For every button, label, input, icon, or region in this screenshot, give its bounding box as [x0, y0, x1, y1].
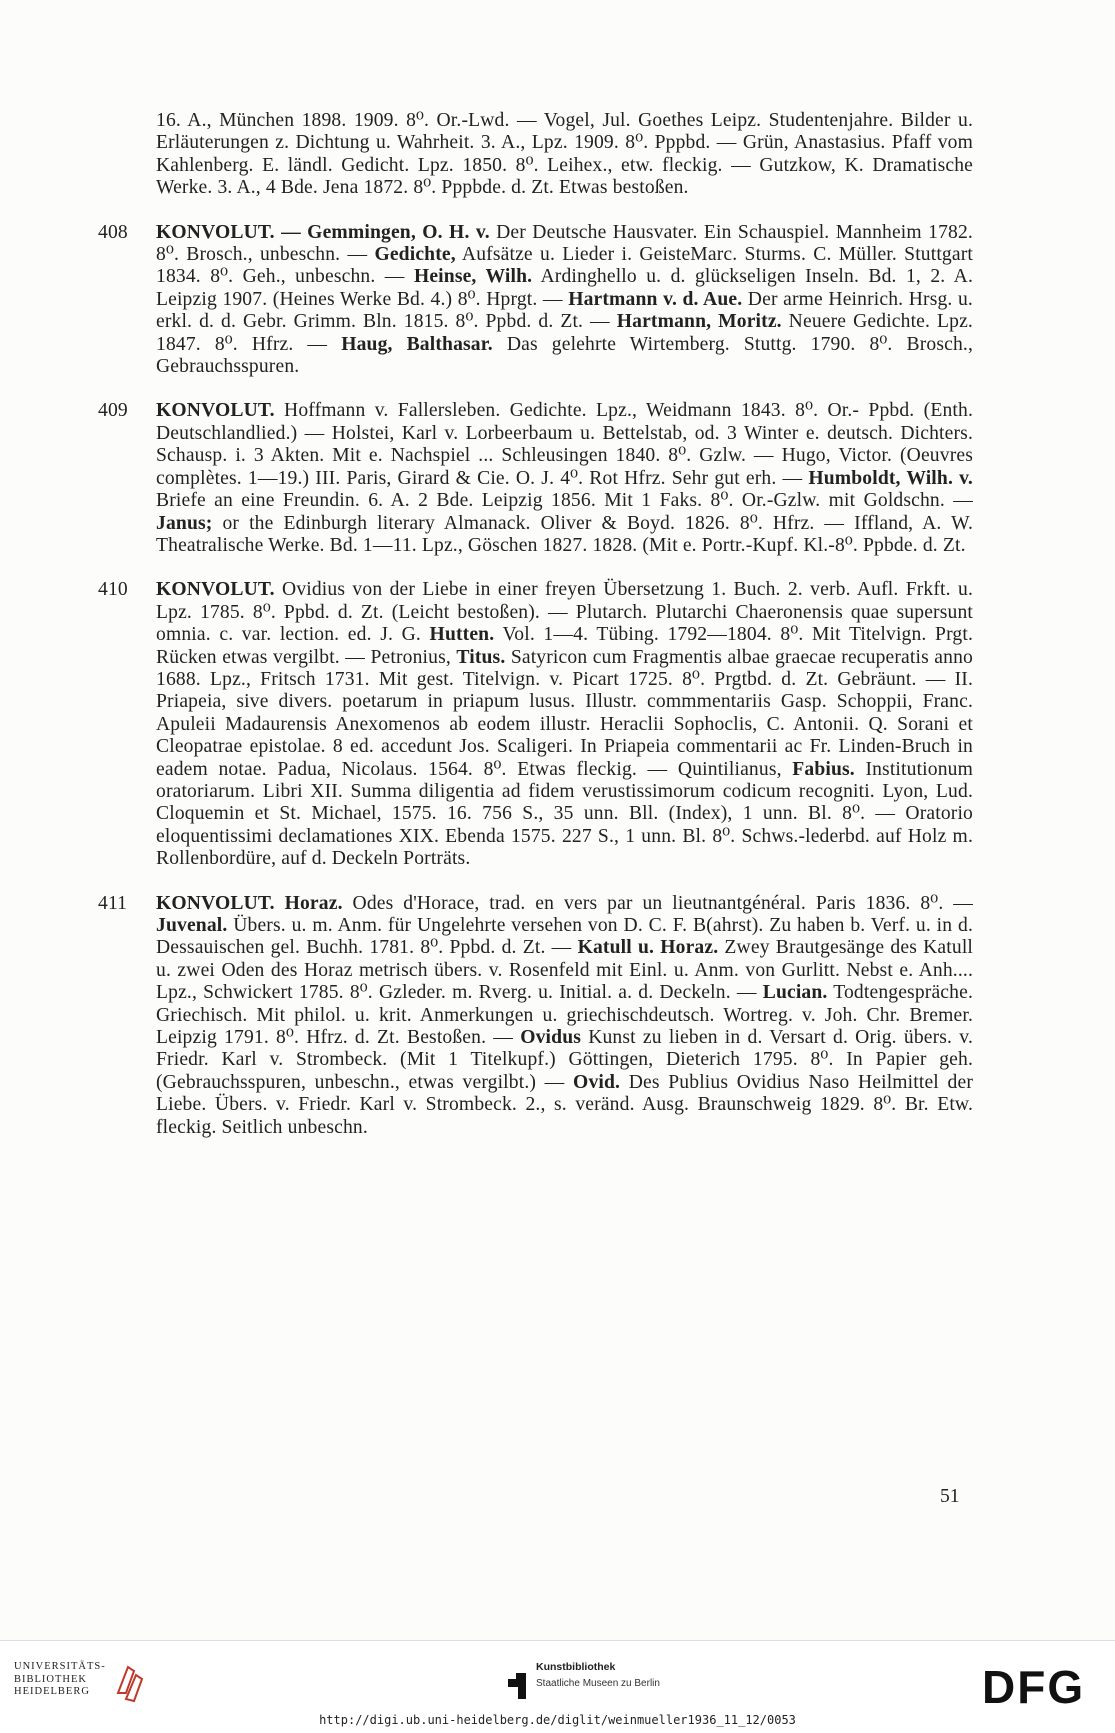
bold-heading-text: Hutten. — [429, 624, 495, 646]
kb-title: Kunstbibliothek — [536, 1661, 616, 1673]
entry-text: Institutionum oratoriarum. Libri XII. Summa diligentia ad fidem verustissimorum codicum recogniti. Lyon, Lud. Cloquemin et St. Michael, 1575. 16. 756 S., 35 unn. Bll. (Index), 1 unn. Bl. 8⁰. — Oratorio eloquentissimi declamationes XIX. Ebenda 1575. 227 S., 1 unn. Bl. 8⁰. Schws.-lederbd. auf Holz m. Rollenbordüre, auf d. Deckeln Porträts. — [156, 758, 973, 870]
bold-heading-text: Gedichte, — [374, 244, 456, 266]
permalink-url[interactable]: http://digi.ub.uni-heidelberg.de/diglit/weinmueller1936_11_12/0053 — [319, 1713, 796, 1727]
entry-text: Kunst zu lieben in d. Versart d. Orig. übers. v. Friedr. Karl v. Strombeck. (Mit 1 Titelkupf.) Göttingen, Dieterich 1795. 8⁰. In Papier geh. (Gebrauchsspuren, unbeschn., etwas vergilbt.) — — [156, 1027, 973, 1093]
entry-text: Ovidius von der Liebe in einer freyen Übersetzung 1. Buch. 2. verb. Aufl. Frkft. u. Lpz. 1785. 8⁰. Ppbd. d. Zt. (Leicht bestoßen). — Plutarch. Plutarchi Chaeronensis quae supersunt omnia. c. var. lection. ed. J. G. — [156, 579, 973, 646]
bold-heading-text: Titus. — [456, 646, 506, 668]
entry-text: Vol. 1—4. Tübing. 1792—1804. 8⁰. Mit Titelvign. Prgt. Rücken etwas vergilbt. — Petronius, — [156, 624, 974, 668]
bold-heading-text: KONVOLUT. — [156, 579, 275, 601]
kunstbibliothek-mark-icon — [508, 1673, 526, 1699]
entry-text: or the Edinburgh literary Almanack. Oliver & Boyd. 1826. 8⁰. Hfrz. — Iffland, A. W. Theatralische Werke. Bd. 1—11. Lpz., Göschen 1827. 1828. (Mit e. Portr.-Kupf. Kl.-8⁰. Ppbde. d. Zt. — [156, 512, 973, 556]
bold-heading-text: KONVOLUT. — [156, 400, 275, 422]
entry-text: Übers. u. m. Anm. für Ungelehrte versehen von D. C. F. B(ahrst). Zu haben b. Verf. u. in d. Dessauischen gel. Buchh. 1781. 8⁰. Ppbd. d. Zt. — — [156, 915, 973, 959]
bold-heading-text: Janus; — [156, 512, 213, 534]
bold-heading-text: Lucian. — [762, 982, 828, 1004]
kunstbibliothek-logo[interactable] — [508, 1661, 708, 1701]
dfg-logo[interactable] — [982, 1665, 1098, 1709]
page-number: 51 — [940, 1486, 960, 1507]
kb-subtitle: Staatliche Museen zu Berlin — [536, 1678, 660, 1689]
lot-entry-408 — [98, 222, 973, 379]
lot-entry-410 — [98, 579, 973, 870]
bold-heading-text: Heinse, Wilh. — [413, 266, 533, 288]
entry-text: Hoffmann v. Fallersleben. Gedichte. Lpz., Weidmann 1843. 8⁰. Or.- Ppbd. (Enth. Deutschlandlied.) — Holstei, Karl v. Lorbeerbaum u. Bettelstab, od. 3 Winter e. deutsch. Dichters. Schausp. i. 3 Akten. Mit e. Nachspiel ... Schleusingen 1840. 8⁰. Gzlw. — Hugo, Victor. (Oeuvres complètes. 1—19.) III. Paris, Girard & Cie. O. J. 4⁰. Rot Hfrz. Sehr gut erh. — — [156, 400, 973, 489]
lot-number: 410 — [98, 579, 128, 601]
entry-text: Ardinghello u. d. glückseligen Inseln. Bd. 1, 2. A. Leipzig 1907. (Heines Werke Bd. 4.) 8⁰. Hprgt. — — [156, 266, 973, 310]
uni-emblem-icon — [114, 1663, 148, 1705]
entry-text: Odes d'Horace, trad. en vers par un lieutnantgénéral. Paris 1836. 8⁰. — — [342, 892, 973, 914]
bold-heading-text: Juvenal. — [156, 915, 228, 936]
bold-heading-text: Humboldt, Wilh. v. — [808, 467, 973, 489]
entry-text: Des Publius Ovidius Naso Heilmittel der Liebe. Übers. v. Friedr. Karl v. Strombeck. 2., s. veränd. Ausg. Braunschweig 1829. 8⁰. Br. Etw. fleckig. Seitlich unbeschn. — [156, 1071, 973, 1138]
bold-heading-text: Fabius. — [792, 758, 855, 780]
bold-heading-text: KONVOLUT. — Gemmingen, O. H. v. — [156, 221, 490, 243]
entry-text: Briefe an eine Freundin. 6. A. 2 Bde. Leipzig 1856. Mit 1 Faks. 8⁰. Or.-Gzlw. mit Goldschn. — — [156, 490, 973, 512]
uni-logo-line-3: HEIDELBERG — [14, 1686, 90, 1697]
bold-heading-text: Katull u. Horaz. — [577, 937, 719, 959]
entry-text: Todtengespräche. Griechisch. Mit philol. u. krit. Anmerkungen u. griechischdeutsch. Wortreg. v. Joh. Chr. Bremer. Leipzig 1791. 8⁰. Hfrz. d. Zt. Bestoßen. — — [156, 982, 973, 1049]
uni-logo-line-1: UNIVERSITÄTS- — [14, 1661, 106, 1672]
bold-heading-text: Hartmann, Moritz. — [616, 311, 782, 333]
entry-text: Zwey Brautgesänge des Katull u. zwei Oden des Horaz metrisch übers. v. Rosenfeld mit Einl. u. Anm. von Gurlitt. Nebst e. Anh.... Lpz., Schwickert 1785. 8⁰. Gzleder. m. Rverg. u. Initial. a. d. Deckeln. — — [156, 937, 974, 1004]
entry-text: Das gelehrte Wirtemberg. Stuttg. 1790. 8⁰. Brosch., Gebrauchsspuren. — [156, 333, 973, 378]
bold-heading-text: Ovidus — [520, 1027, 582, 1049]
catalog-text — [98, 110, 973, 1161]
lot-entry-411 — [98, 893, 973, 1139]
lot-entry-409 — [98, 400, 973, 557]
lot-number: 411 — [98, 892, 128, 914]
continued-entry — [98, 110, 973, 200]
bold-heading-text: Hartmann v. d. Aue. — [568, 288, 743, 310]
entry-text: Der arme Heinrich. Hrsg. u. erkl. d. d. Gebr. Grimm. Bln. 1815. 8⁰. Ppbd. d. Zt. — — [156, 288, 973, 333]
dfg-logo-mark — [982, 1665, 1098, 1709]
heidelberg-university-library-logo[interactable] — [14, 1661, 144, 1713]
entry-text: Aufsätze u. Lieder i. GeisteMarc. Sturms. C. Müller. Stuttgart 1834. 8⁰. Geh., unbeschn. — — [156, 244, 973, 288]
lot-number: 409 — [98, 400, 128, 422]
uni-logo-line-2: BIBLIOTHEK — [14, 1673, 87, 1685]
entry-text: Satyricon cum Fragmentis albae graecae recuperatis anno 1688. Lpz., Fritsch 1731. Mit gest. Titelvign. v. Picart 1725. 8⁰. Prgtbd. d. Zt. Gebräunt. — II. Priapeia, sive divers. poetarum in priapum lusus. Illustr. commmentariis Gasp. Schoppii, Franc. Apuleii Madaurensis Anexomenos ab eodem illustr. Heraclii Sophoclis, C. Antonii. Q. Sorani et Cleopatrae epistolae. 8 ed. accedunt Jos. Scaligeri. In Priapeia commentarii ac Fr. Linden-Bruch in eadem notae. Padua, Nicolaus. 1564. 8⁰. Etwas fleckig. — Quintilianus, — [156, 646, 973, 780]
lot-number: 408 — [98, 221, 128, 243]
dfg-text: DFG — [982, 1665, 1086, 1709]
entry-text: Neuere Gedichte. Lpz. 1847. 8⁰. Hfrz. — — [156, 311, 973, 355]
bold-heading-text: KONVOLUT. Horaz. — [156, 892, 343, 914]
bold-heading-text: Haug, Balthasar. — [341, 333, 493, 355]
bold-heading-text: Ovid. — [573, 1071, 621, 1093]
entry-text: 16. A., München 1898. 1909. 8⁰. Or.-Lwd. — Vogel, Jul. Goethes Leipz. Studentenjahre. Bilder u. Erläuterungen z. Dichtung u. Wahrheit. 3. A., Lpz. 1909. 8⁰. Pppbd. — Grün, Anastasius. Pfaff vom Kahlenberg. E. ländl. Gedicht. Lpz. 1850. 8⁰. Leihex., etw. fleckig. — Gutzkow, K. Dramatische Werke. 3. A., 4 Bde. Jena 1872. 8⁰. Pppbde. d. Zt. Etwas bestoßen. — [156, 110, 973, 199]
entry-text: Der Deutsche Hausvater. Ein Schauspiel. Mannheim 1782. 8⁰. Brosch., unbeschn. — — [156, 221, 973, 266]
footer — [0, 1640, 1115, 1733]
